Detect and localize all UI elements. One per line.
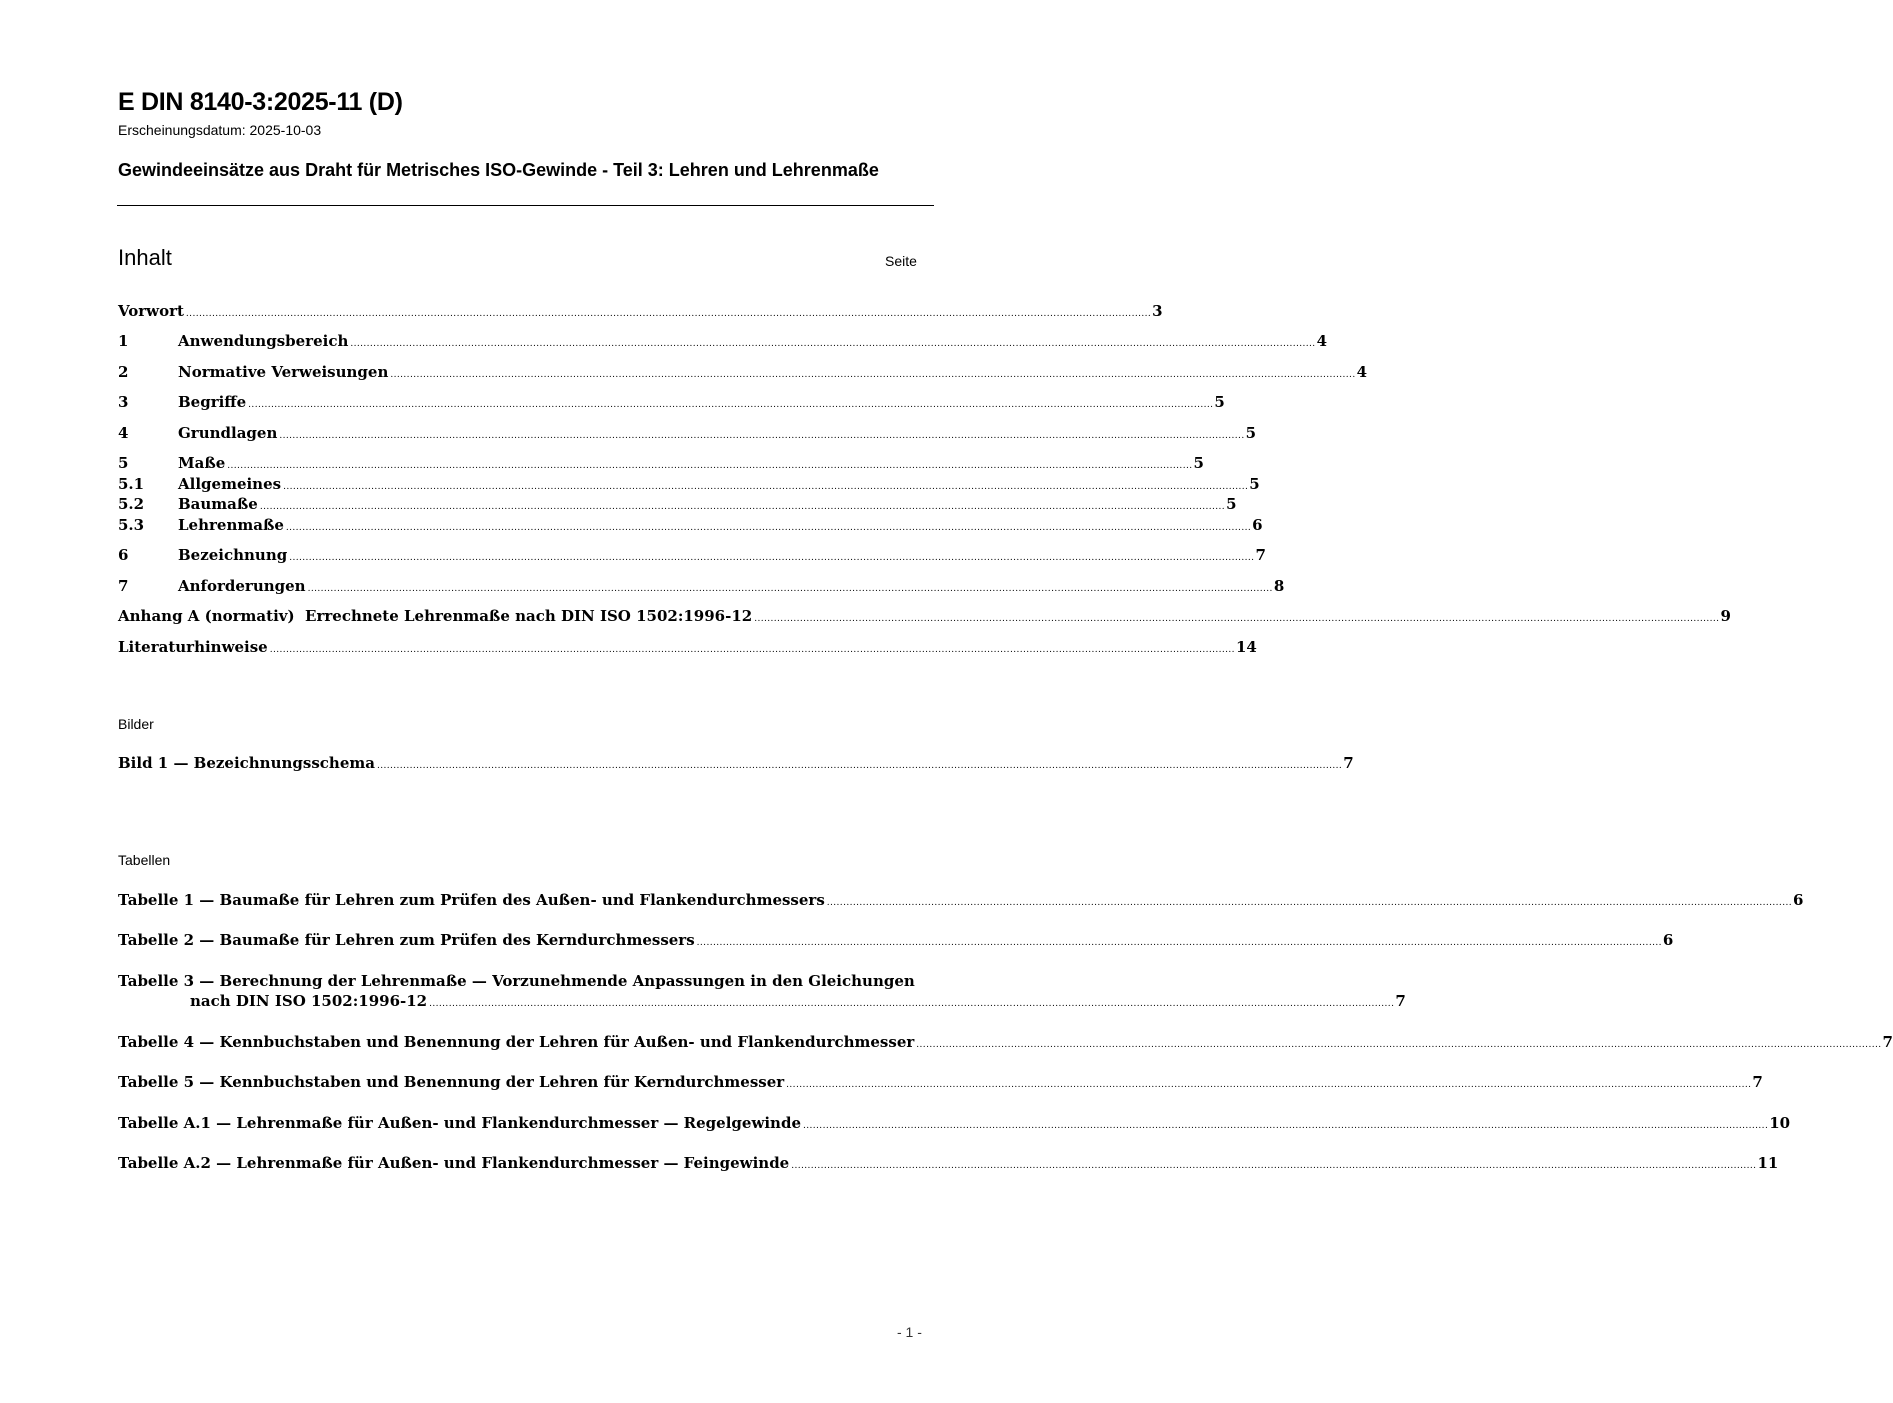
page-number: - 1 - bbox=[897, 1324, 922, 1340]
toc-entry-page: 4 bbox=[1316, 332, 1328, 350]
table-entry-label: Tabelle 5 — Kennbuchstaben und Benennung der Lehren für Kerndurchmesser bbox=[118, 1073, 785, 1091]
toc-entry-page: 14 bbox=[1235, 638, 1257, 656]
leader-dots bbox=[286, 523, 1251, 533]
toc-entry-number: 5 bbox=[118, 454, 129, 472]
figure-entry-label: Bild 1 — Bezeichnungsschema bbox=[118, 754, 375, 772]
toc-entry-page: 7 bbox=[1255, 546, 1266, 564]
leader-dots bbox=[429, 999, 1394, 1009]
leader-dots bbox=[791, 1161, 1756, 1171]
toc-entry-number: 3 bbox=[118, 393, 129, 411]
leader-dots bbox=[270, 645, 1235, 655]
toc-entry-number: 5.2 bbox=[118, 495, 145, 513]
table-entry-label: Tabelle 1 — Baumaße für Lehren zum Prüfen des Außen- und Flankendurchmessers bbox=[118, 891, 825, 909]
toc-entry-page: 5 bbox=[1249, 475, 1260, 493]
leader-dots bbox=[827, 898, 1792, 908]
toc-entry-label: Baumaße bbox=[178, 495, 258, 513]
toc-entry-page: 5 bbox=[1193, 454, 1204, 472]
toc-entry-label: Lehrenmaße bbox=[178, 516, 284, 534]
table-entry-4[interactable] bbox=[118, 1033, 1893, 1053]
toc-entry-literatur[interactable] bbox=[118, 638, 1257, 658]
toc-entry-label: Begriffe bbox=[178, 393, 247, 411]
leader-dots bbox=[186, 309, 1151, 319]
toc-entry-number: 5.1 bbox=[118, 475, 145, 493]
toc-entry-label: Grundlagen bbox=[178, 424, 278, 442]
table-entry-a2[interactable] bbox=[118, 1154, 1779, 1174]
toc-entry-number: 5.3 bbox=[118, 516, 145, 534]
toc-entry-number: 6 bbox=[118, 546, 129, 564]
toc-entry-page: 9 bbox=[1720, 607, 1731, 625]
toc-entry-3[interactable] bbox=[118, 393, 1225, 413]
table-entry-label: Tabelle A.2 — Lehrenmaße für Außen- und Flankendurchmesser — Feingewinde bbox=[118, 1154, 790, 1172]
leader-dots bbox=[697, 938, 1662, 948]
table-entry-5[interactable] bbox=[118, 1073, 1763, 1093]
toc-entry-label: Normative Verweisungen bbox=[178, 363, 389, 381]
toc-entry-annex-a[interactable] bbox=[118, 607, 1731, 627]
leader-dots bbox=[308, 584, 1273, 594]
toc-entry-label: Literaturhinweise bbox=[118, 638, 268, 656]
leader-dots bbox=[289, 553, 1254, 563]
page-column-label: Seite bbox=[885, 253, 917, 269]
table-entry-page: 10 bbox=[1769, 1114, 1791, 1132]
table-entry-label: Tabelle 2 — Baumaße für Lehren zum Prüfen des Kerndurchmessers bbox=[118, 931, 695, 949]
toc-entry-label: Maße bbox=[178, 454, 226, 472]
table-entry-continuation bbox=[118, 992, 1406, 1010]
toc-entry-5-1[interactable] bbox=[118, 475, 1260, 495]
publication-date: Erscheinungsdatum: 2025-10-03 bbox=[118, 122, 322, 138]
figure-entry-1[interactable] bbox=[118, 754, 1354, 774]
table-entry-3[interactable] bbox=[118, 972, 1406, 1012]
toc-entry-label: Anforderungen bbox=[178, 577, 306, 595]
toc-entry-vorwort[interactable] bbox=[118, 302, 1163, 322]
leader-dots bbox=[260, 502, 1225, 512]
document-title: Gewindeeinsätze aus Draht für Metrisches ISO-Gewinde - Teil 3: Lehren und Lehrenmaße bbox=[118, 160, 879, 180]
leader-dots bbox=[350, 339, 1315, 349]
table-entry-label-line2: nach DIN ISO 1502:1996-12 bbox=[190, 992, 428, 1010]
toc-heading: Inhalt bbox=[118, 245, 172, 270]
toc-entry-2[interactable] bbox=[118, 363, 1368, 383]
toc-entry-page: 5 bbox=[1226, 495, 1237, 513]
toc-entry-number: 4 bbox=[118, 424, 129, 442]
toc-entry-label: Bezeichnung bbox=[178, 546, 288, 564]
table-entry-page: 6 bbox=[1792, 891, 1804, 909]
leader-dots bbox=[279, 431, 1244, 441]
toc-entry-page: 5 bbox=[1245, 424, 1257, 442]
table-entry-page: 6 bbox=[1662, 931, 1674, 949]
title-divider bbox=[117, 205, 934, 206]
toc-entry-page: 8 bbox=[1273, 577, 1285, 595]
figures-heading: Bilder bbox=[118, 716, 154, 732]
toc-entry-5-2[interactable] bbox=[118, 495, 1237, 515]
table-entry-label: Tabelle A.1 — Lehrenmaße für Außen- und Flankendurchmesser — Regelgewinde bbox=[118, 1114, 801, 1132]
toc-entry-label: Vorwort bbox=[118, 302, 184, 320]
table-entry-1[interactable] bbox=[118, 891, 1804, 911]
figure-entry-page: 7 bbox=[1343, 754, 1354, 772]
table-entry-page: 11 bbox=[1757, 1154, 1779, 1172]
toc-entry-7[interactable] bbox=[118, 577, 1285, 597]
toc-entry-5-3[interactable] bbox=[118, 516, 1263, 536]
leader-dots bbox=[803, 1121, 1768, 1131]
toc-entry-number: 7 bbox=[118, 577, 129, 595]
toc-entry-page: 5 bbox=[1214, 393, 1225, 411]
leader-dots bbox=[227, 461, 1192, 471]
toc-entry-label: Anwendungsbereich bbox=[178, 332, 349, 350]
toc-entry-number: 1 bbox=[118, 332, 129, 350]
toc-entry-label: Anhang A (normativ) Errechnete Lehrenmaße nach DIN ISO 1502:1996-12 bbox=[118, 607, 753, 625]
table-entry-page: 7 bbox=[1752, 1073, 1763, 1091]
leader-dots bbox=[390, 370, 1355, 380]
leader-dots bbox=[786, 1080, 1751, 1090]
toc-entry-number: 2 bbox=[118, 363, 129, 381]
leader-dots bbox=[377, 761, 1342, 771]
table-entry-label: Tabelle 3 — Berechnung der Lehrenmaße — Vorzunehmende Anpassungen in den Gleichungen bbox=[118, 972, 915, 990]
table-entry-page: 7 bbox=[1882, 1033, 1893, 1051]
toc-entry-page: 4 bbox=[1356, 363, 1368, 381]
tables-heading: Tabellen bbox=[118, 852, 171, 868]
toc-entry-1[interactable] bbox=[118, 332, 1328, 352]
toc-entry-page: 6 bbox=[1252, 516, 1263, 534]
document-id: E DIN 8140-3:2025-11 (D) bbox=[118, 88, 403, 116]
leader-dots bbox=[754, 614, 1719, 624]
leader-dots bbox=[283, 482, 1248, 492]
toc-entry-label: Allgemeines bbox=[178, 475, 282, 493]
toc-entry-4[interactable] bbox=[118, 424, 1257, 444]
toc-entry-6[interactable] bbox=[118, 546, 1266, 566]
toc-entry-page: 3 bbox=[1152, 302, 1163, 320]
table-entry-a1[interactable] bbox=[118, 1114, 1791, 1134]
table-entry-label: Tabelle 4 — Kennbuchstaben und Benennung der Lehren für Außen- und Flankendurchmesser bbox=[118, 1033, 915, 1051]
leader-dots bbox=[248, 400, 1213, 410]
leader-dots bbox=[916, 1040, 1881, 1050]
table-entry-page: 7 bbox=[1395, 992, 1406, 1010]
toc-entry-5[interactable] bbox=[118, 454, 1204, 474]
table-entry-2[interactable] bbox=[118, 931, 1674, 951]
